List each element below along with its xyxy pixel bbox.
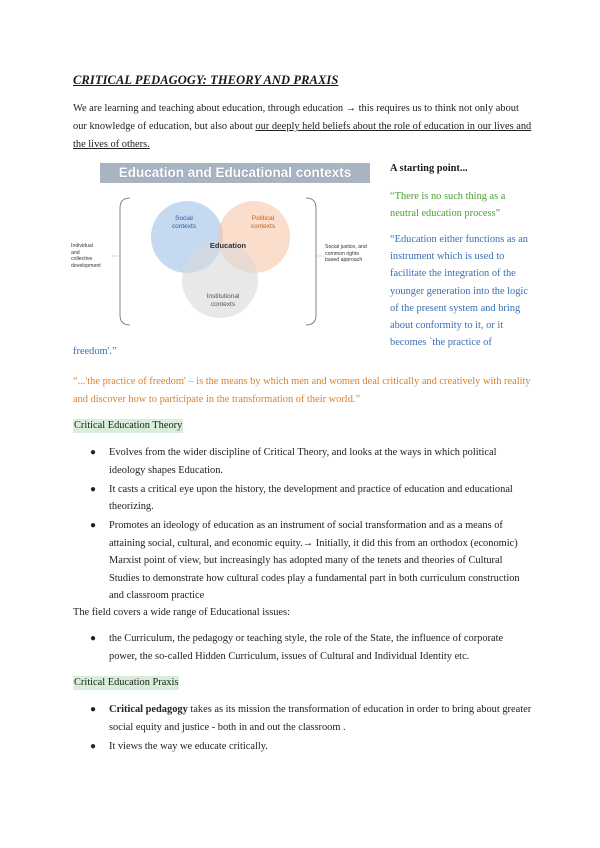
education-center-label: Education bbox=[209, 241, 247, 250]
bullet-icon: ● bbox=[90, 447, 97, 458]
list-item bbox=[73, 738, 533, 756]
education-contexts-diagram bbox=[68, 160, 378, 335]
list-item-text: the Curriculum, the pedagogy or teaching style, the role of the State, the influence of corporate power, the so-called Hidden Curriculum, issues of Cultural and Individual Identity etc. bbox=[109, 633, 504, 662]
field-paragraph: The field covers a wide range of Educational issues: bbox=[73, 607, 290, 618]
list-item bbox=[73, 444, 533, 479]
praxis-heading: Critical Education Praxis bbox=[74, 677, 179, 688]
intro-text: We are learning and teaching about education, through education → this requires us to think not only about our knowledge of education, but also about bbox=[73, 103, 519, 132]
list-item-text: It views the way we educate critically. bbox=[109, 740, 268, 752]
list-item bbox=[73, 630, 533, 665]
diagram-title: Education and Educational contexts bbox=[100, 163, 370, 183]
starting-point-aside bbox=[390, 163, 530, 174]
education-functions-quote: “Education either functions as an instrument which is used to facilitate the integration of the younger generation into the logic of the present system and bring about conformity to it, or it becomes `the practice of bbox=[390, 234, 528, 349]
intro-paragraph bbox=[73, 100, 533, 154]
page-title: CRITICAL PEDAGOGY: THEORY AND PRAXIS bbox=[73, 73, 339, 87]
list-item bbox=[73, 481, 533, 516]
theory-heading: Critical Education Theory bbox=[74, 420, 183, 431]
bullet-icon: ● bbox=[90, 704, 97, 715]
bullet-icon: ● bbox=[90, 740, 97, 752]
bullet-icon: ● bbox=[90, 633, 97, 644]
institutional-contexts-label: Institutional contexts bbox=[206, 293, 240, 308]
list-item-text: Evolves from the wider discipline of Critical Theory, and looks at the ways in which political ideology shapes Education. bbox=[109, 447, 497, 476]
education-functions-quote-tail: freedom'.” bbox=[73, 346, 117, 357]
bullet-icon: ● bbox=[90, 520, 97, 531]
list-item-text: takes as its mission the transformation of education in order to bring about greater social equity and justice - both in and out the classroom . bbox=[109, 704, 532, 733]
right-bracket bbox=[306, 198, 316, 325]
critical-pedagogy-term: Critical pedagogy bbox=[109, 704, 188, 715]
field-bullet-list bbox=[73, 630, 533, 667]
list-item-text: Promotes an ideology of education as an instrument of social transformation and as a means of attaining social, cultural, and economic equity.→ Initially, it did this from an orthodox (economic) Marxist point of view, but increasingly has adopted many of the tenets and theories of Cultural Studies to demonstrate how cultural codes play a fundamental part in both curriculum construction and classroom practice bbox=[109, 520, 520, 601]
theory-bullet-list bbox=[73, 444, 533, 606]
list-item-text: It casts a critical eye upon the history, the development and practice of education and educational theorizing. bbox=[109, 483, 513, 512]
right-note: Social justice, and common rights based approach bbox=[325, 244, 367, 263]
intro-underlined-text: our deeply held beliefs about the role of education in our lives and the lives of others. bbox=[73, 121, 532, 150]
neutral-education-quote: “There is no such thing as a neutral education process” bbox=[390, 191, 506, 219]
left-bracket bbox=[120, 198, 130, 325]
bullet-icon: ● bbox=[90, 483, 97, 495]
social-contexts-label: Social contexts bbox=[171, 215, 197, 230]
practice-of-freedom-quote: “...'the practice of freedom' – is the means by which men and women deal critically and creatively with reality and discover how to participate in the transformation of their world.” bbox=[73, 376, 531, 405]
list-item bbox=[73, 701, 533, 736]
aside-heading: A starting point... bbox=[390, 163, 468, 174]
political-contexts-label: Political contexts bbox=[250, 215, 276, 230]
left-note: Individual and collective development bbox=[71, 243, 101, 269]
praxis-bullet-list bbox=[73, 701, 533, 757]
list-item bbox=[73, 517, 533, 605]
